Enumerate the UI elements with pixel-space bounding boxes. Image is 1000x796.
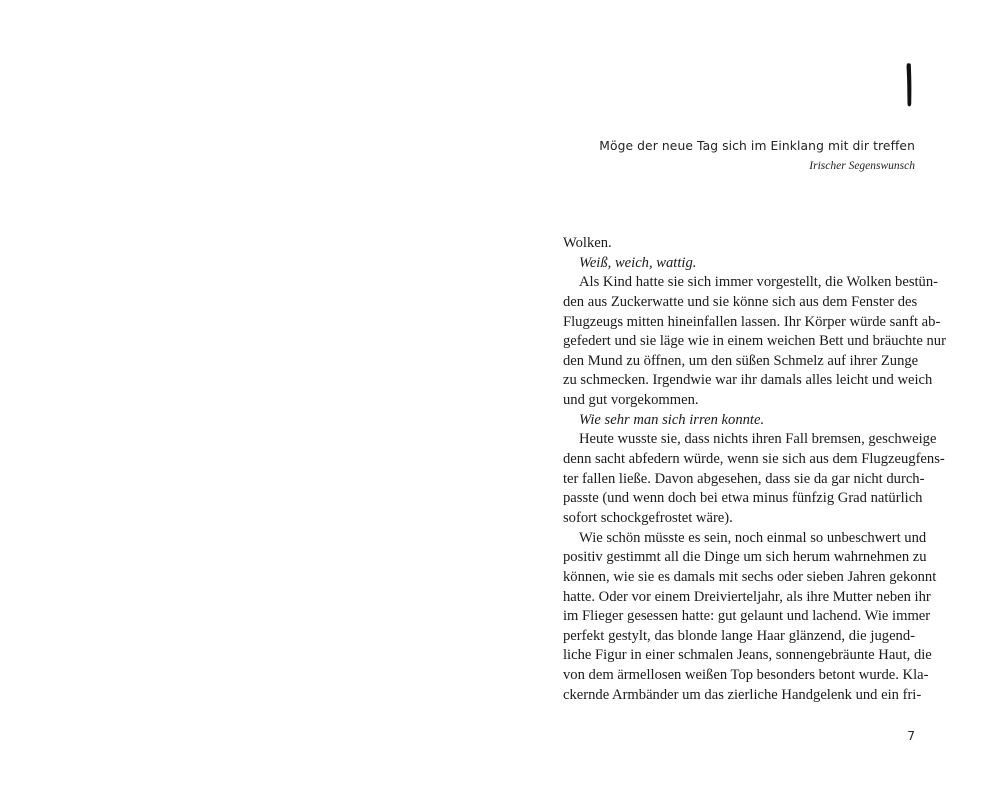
text-line: im Flieger gesessen hatte: gut gelaunt und lachend. Wie immer [563, 608, 931, 625]
text-line: ckernde Armbänder um das zierliche Handgelenk und ein fri- [563, 686, 922, 703]
chapter-number [898, 62, 920, 108]
text-line: passte (und wenn doch bei etwa minus fünfzig Grad natürlich [563, 490, 923, 507]
epigraph-quote: Möge der neue Tag sich im Einklang mit dir treffen [599, 139, 915, 153]
text-line: hatte. Oder vor einem Dreivierteljahr, als ihre Mutter neben ihr [563, 588, 931, 605]
text-line: denn sacht abfedern würde, wenn sie sich aus dem Flugzeugfens- [563, 451, 945, 468]
body-text [563, 234, 946, 705]
epigraph-attribution: Irischer Segenswunsch [809, 160, 915, 172]
text-line: gefedert und sie läge wie in einem weichen Bett und bräuchte nur [563, 333, 946, 350]
text-line: Weiß, weich, wattig. [579, 254, 697, 271]
text-line: können, wie sie es damals mit sechs oder sieben Jahren gekonnt [563, 568, 937, 585]
text-line: sofort schockgefrostet wäre). [563, 509, 733, 526]
text-line: Heute wusste sie, dass nichts ihren Fall bremsen, geschweige [579, 431, 937, 448]
text-line: den Mund zu öffnen, um den süßen Schmelz auf ihrer Zunge [563, 352, 919, 369]
text-line: zu schmecken. Irgendwie war ihr damals alles leicht und weich [563, 372, 933, 389]
text-line: positiv gestimmt all die Dinge um sich herum wahrnehmen zu [563, 549, 927, 566]
text-line: den aus Zuckerwatte und sie könne sich aus dem Fenster des [563, 293, 918, 310]
text-line: von dem ärmellosen weißen Top besonders betont wurde. Kla- [563, 667, 929, 684]
text-line: perfekt gestylt, das blonde lange Haar glänzend, die jugend- [563, 627, 915, 644]
page-number: 7 [907, 729, 915, 743]
text-line: und gut vorgekommen. [563, 392, 699, 409]
text-line: Flugzeugs mitten hineinfallen lassen. Ihr Körper würde sanft ab- [563, 313, 941, 330]
text-line: Wie sehr man sich irren konnte. [579, 411, 765, 428]
text-line: ter fallen ließe. Davon abgesehen, dass sie da gar nicht durch- [563, 470, 925, 487]
text-line: liche Figur in einer schmalen Jeans, sonnengebräunte Haut, die [563, 647, 932, 664]
text-line: Wie schön müsste es sein, noch einmal so unbeschwert und [579, 529, 927, 546]
text-line: Wolken. [563, 235, 612, 251]
text-line: Als Kind hatte sie sich immer vorgestellt, die Wolken bestün- [579, 274, 939, 291]
